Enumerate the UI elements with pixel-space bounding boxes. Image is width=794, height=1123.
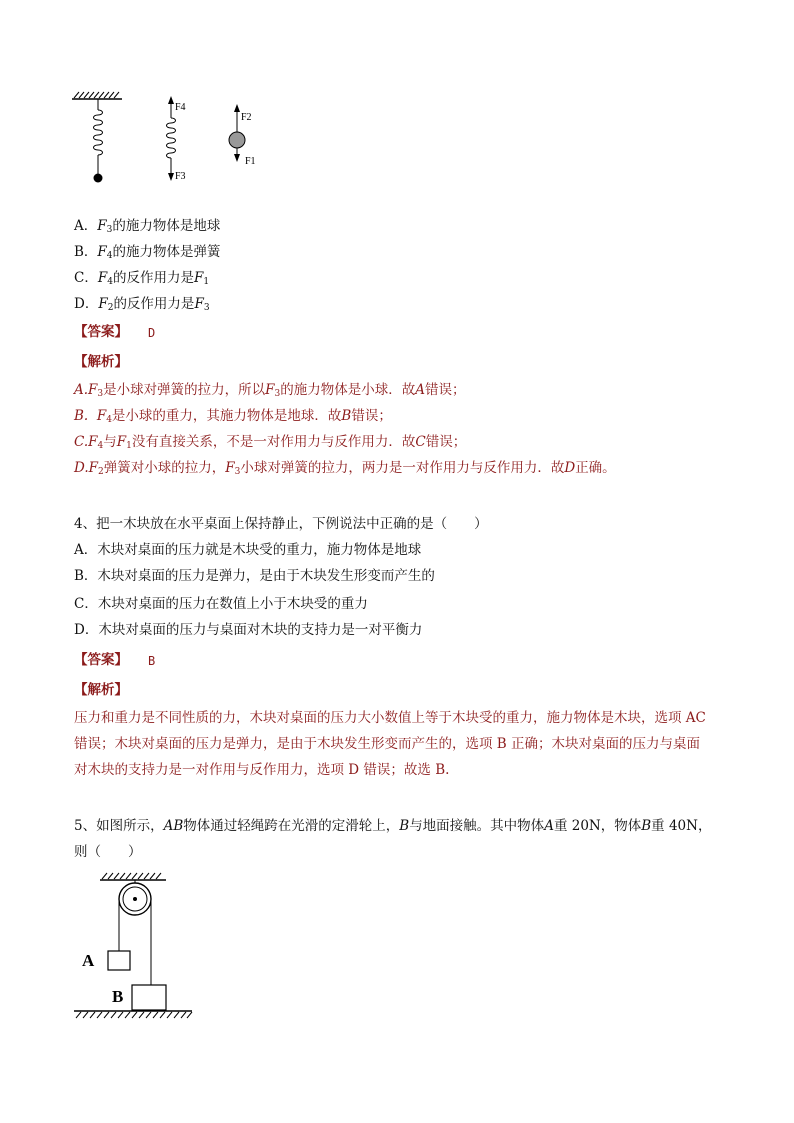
block-a [108,951,130,970]
q4-analysis-line-3: 对木块的支持力是一对作用与反作用力，选项 D 错误；故选 B. [74,762,450,778]
q4-option-d: D．木块对桌面的压力与桌面对木块的支持力是一对平衡力 [74,622,423,638]
q3-analysis-d: $D.F_2$弹簧对小球的拉力，$F_3$小球对弹簧的拉力，两力是一对作用力与反作用力．故D正确。 [74,460,616,477]
label-f3: F3 [175,171,186,182]
pulley-figure [70,868,200,1028]
q3-option-b: B．$F_4$的施力物体是弹簧 [74,244,221,261]
q4-option-a: A．木块对桌面的压力就是木块受的重力，施力物体是地球 [74,542,422,558]
label-f1: F1 [245,156,256,167]
q4-analysis-line-1: 压力和重力是不同性质的力，木块对桌面的压力大小数值上等于木块受的重力，施力物体是木块，选项 AC [74,710,706,726]
q4-analysis-label: 【解析】 [74,682,128,698]
q4-analysis-line-2: 错误；木块对桌面的压力是弹力，是由于木块发生形变而产生的，选项 B 正确；木块对桌面的压力与桌面 [74,736,701,752]
q4-option-c: C．木块对桌面的压力在数值上小于木块受的重力 [74,596,368,612]
q4-option-b: B．木块对桌面的压力是弹力，是由于木块发生形变而产生的 [74,568,435,584]
q3-answer: D [148,326,156,340]
q3-analysis-b: B. $F_4$是小球的重力，其施力物体是地球．故B错误； [74,408,392,425]
q3-option-d: D．$F_2$的反作用力是$F_3$ [74,296,210,313]
spring-force-figure [60,88,280,188]
label-block-b: B [112,987,124,1006]
label-f4: F4 [175,102,186,113]
q4-stem: 4、把一木块放在水平桌面上保持静止，下例说法中正确的是（ ） [74,516,488,532]
q3-analysis-c: $C.F_4$与$F_1$没有直接关系，不是一对作用力与反作用力．故C错误； [74,434,467,451]
q3-analysis-a: $A.F_3$是小球对弹簧的拉力，所以$F_3$的施力物体是小球．故A错误； [74,382,466,399]
q5-stem-line-2: 则（ ） [74,844,142,860]
q3-option-c: C．$F_4$的反作用力是$F_1$ [74,270,210,287]
block-b [132,985,166,1010]
q4-answer: B [148,654,156,668]
label-f2: F2 [241,112,252,123]
label-block-a: A [82,951,95,970]
ball-icon [229,132,245,148]
q3-option-a: A．$F_3$的施力物体是地球 [74,218,221,235]
ball-icon [94,174,103,183]
q4-answer-label: 【答案】 [74,652,128,668]
q5-stem: 5、如图所示，AB物体通过轻绳跨在光滑的定滑轮上，B与地面接触。其中物体A重 20N，物体B重 40N， [74,818,712,834]
q3-analysis-label: 【解析】 [74,354,128,370]
q3-answer-label: 【答案】 [74,324,128,340]
